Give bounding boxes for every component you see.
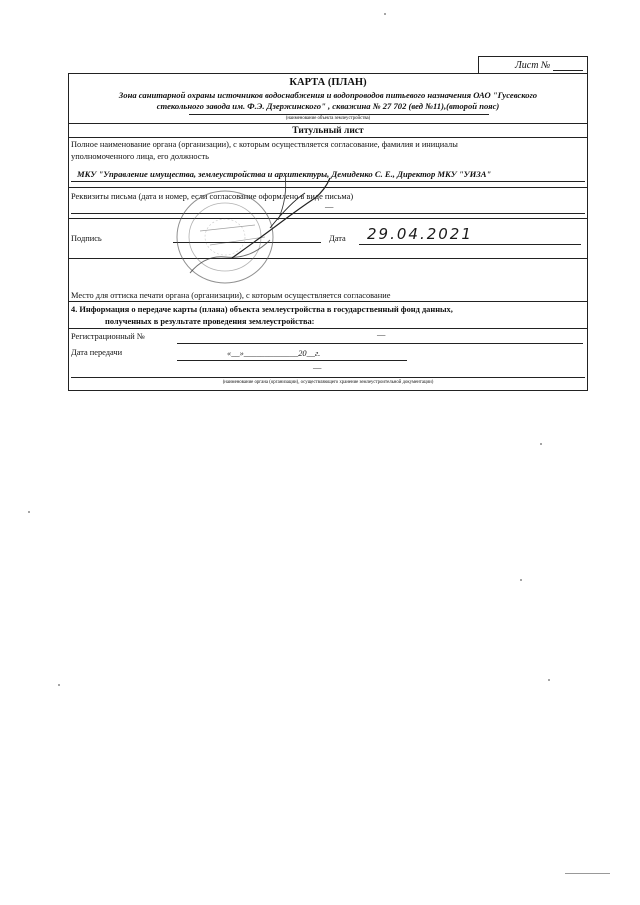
scan-speck — [28, 511, 30, 513]
org-prompt-line1: Полное наименование органа (организации), с которым осуществляется согласование, фамилия и инициалы — [71, 140, 458, 149]
signature-label: Подпись — [71, 234, 102, 243]
letter-details-value: — — [325, 202, 334, 211]
sheet-number-line — [553, 70, 583, 71]
title-sheet-heading: Титульный лист — [292, 126, 364, 136]
storage-org-caption: (наименование органа (организации), осуществляющего хранение землеустроительной документации) — [222, 380, 434, 385]
sheet-number-label: Лист № — [515, 60, 551, 71]
signature-scribble — [230, 168, 340, 263]
object-name-line1: Зона санитарной охраны источников водоснабжения и водопроводов питьевого назначения ОАО "Гусевского — [118, 90, 538, 100]
scan-speck — [58, 684, 60, 686]
registration-number-label: Регистрационный № — [71, 332, 145, 341]
divider — [69, 137, 587, 138]
transfer-heading-line1: 4. Информация о передаче карты (плана) объекта землеустройства в государственный фонд данных, — [71, 305, 453, 314]
transfer-date-label: Дата передачи — [71, 348, 123, 357]
scan-speck — [384, 13, 386, 15]
scan-speck — [548, 679, 550, 681]
divider — [69, 328, 587, 329]
storage-org-line — [71, 377, 585, 378]
transfer-date-line — [177, 360, 407, 361]
divider — [69, 123, 587, 124]
date-line — [359, 244, 581, 245]
object-name-line2: стекольного завода им. Ф.Э. Дзержинского" , скважина № 27 702 (вед №11),(второй пояс) — [156, 101, 500, 111]
registration-number-value: — — [377, 330, 386, 339]
scan-artifact-line — [565, 873, 610, 874]
scan-speck — [540, 443, 542, 445]
sheet-number-box — [478, 56, 588, 74]
date-label: Дата — [329, 234, 346, 243]
letter-details-label: Реквизиты письма (дата и номер, если согласование оформлено в виде письма) — [71, 192, 354, 201]
object-name-underline — [189, 114, 489, 115]
storage-org-value: — — [313, 363, 322, 372]
transfer-heading-line2: полученных в результате проведения землеустройства: — [105, 317, 315, 326]
registration-number-line — [177, 343, 583, 344]
org-value: МКУ "Управление имущества, землеустройства и архитектуры, Демиденко С. Е., Директор МКУ "УИЗА" — [77, 169, 492, 179]
form-title: КАРТА (ПЛАН) — [289, 77, 367, 88]
scan-speck — [520, 579, 522, 581]
divider — [69, 301, 587, 302]
signature-date-value: 29.04.2021 — [367, 225, 473, 243]
seal-place-label: Место для оттиска печати органа (организации), с которым осуществляется согласование — [71, 291, 391, 300]
org-prompt-line2: уполномоченного лица, его должность — [71, 152, 209, 161]
transfer-date-value: «__»_____________20__г. — [227, 349, 321, 358]
object-name-caption: (наименование объекта землеустройства) — [285, 116, 371, 121]
